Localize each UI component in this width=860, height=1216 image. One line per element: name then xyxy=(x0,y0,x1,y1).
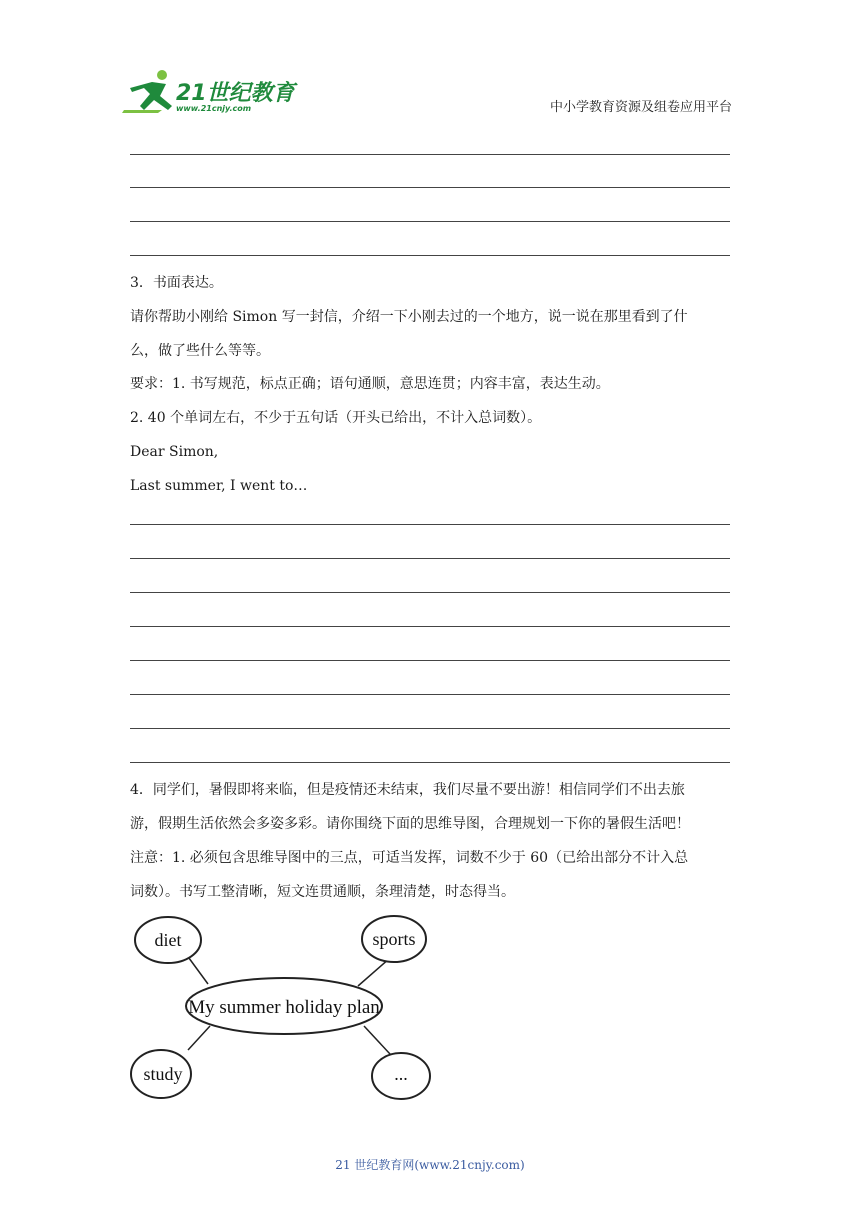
question-4-text-line: 游，假期生活依然会多姿多彩。请你围绕下面的思维导图，合理规划一下你的暑假生活吧！ xyxy=(130,816,690,832)
answer-line xyxy=(130,694,730,695)
question-4-text-line: 词数）。书写工整清晰，短文连贯通顺，条理清楚，时态得当。 xyxy=(130,884,515,900)
answer-line xyxy=(130,221,730,222)
answer-line xyxy=(130,558,730,559)
connector-line xyxy=(188,1026,210,1050)
logo-url: www.21cnjy.com xyxy=(176,104,252,113)
logo-text: 21世纪教育 xyxy=(176,81,295,106)
node-diet: diet xyxy=(154,930,182,950)
footer-text: 21 世纪教育网(www.21cnjy.com) xyxy=(335,1158,525,1172)
answer-line xyxy=(130,592,730,593)
connector-line xyxy=(358,958,390,986)
question-4-text-line: 注意：1. 必须包含思维导图中的三点，可适当发挥，词数不少于 60（已给出部分不计入总 xyxy=(130,850,689,866)
node-sports: sports xyxy=(372,929,416,949)
answer-line xyxy=(130,762,730,763)
answer-line xyxy=(130,187,730,188)
question-3-requirement: 2. 40 个单词左右，不少于五句话（开头已给出，不计入总词数）。 xyxy=(130,410,542,426)
question-3-number: 3．书面表达。 xyxy=(130,275,223,291)
question-4-text-line: 4．同学们，暑假即将来临，但是疫情还未结束，我们尽量不要出游！相信同学们不出去旅 xyxy=(130,782,685,798)
node-study: study xyxy=(143,1064,183,1084)
question-3-requirement: 要求：1. 书写规范，标点正确；语句通顺，意思连贯；内容丰富，表达生动。 xyxy=(130,376,610,392)
answer-line xyxy=(130,626,730,627)
answer-line xyxy=(130,728,730,729)
letter-opening: Last summer, I went to… xyxy=(130,478,308,494)
answer-line xyxy=(130,255,730,256)
letter-greeting: Dear Simon, xyxy=(130,444,219,460)
answer-line xyxy=(130,660,730,661)
question-3-text-line: 么，做了些什么等等。 xyxy=(130,343,270,359)
header-platform-title: 中小学教育资源及组卷应用平台 xyxy=(549,100,732,115)
question-3-text-line: 请你帮助小刚给 Simon 写一封信，介绍一下小刚去过的一个地方，说一说在那里看到了什 xyxy=(130,309,688,325)
mind-map-diagram xyxy=(128,914,438,1104)
node-more: ... xyxy=(394,1064,408,1084)
answer-line xyxy=(130,524,730,525)
center-node-label: My summer holiday plan xyxy=(188,997,380,1018)
answer-line xyxy=(130,154,730,155)
connector-line xyxy=(364,1026,390,1054)
